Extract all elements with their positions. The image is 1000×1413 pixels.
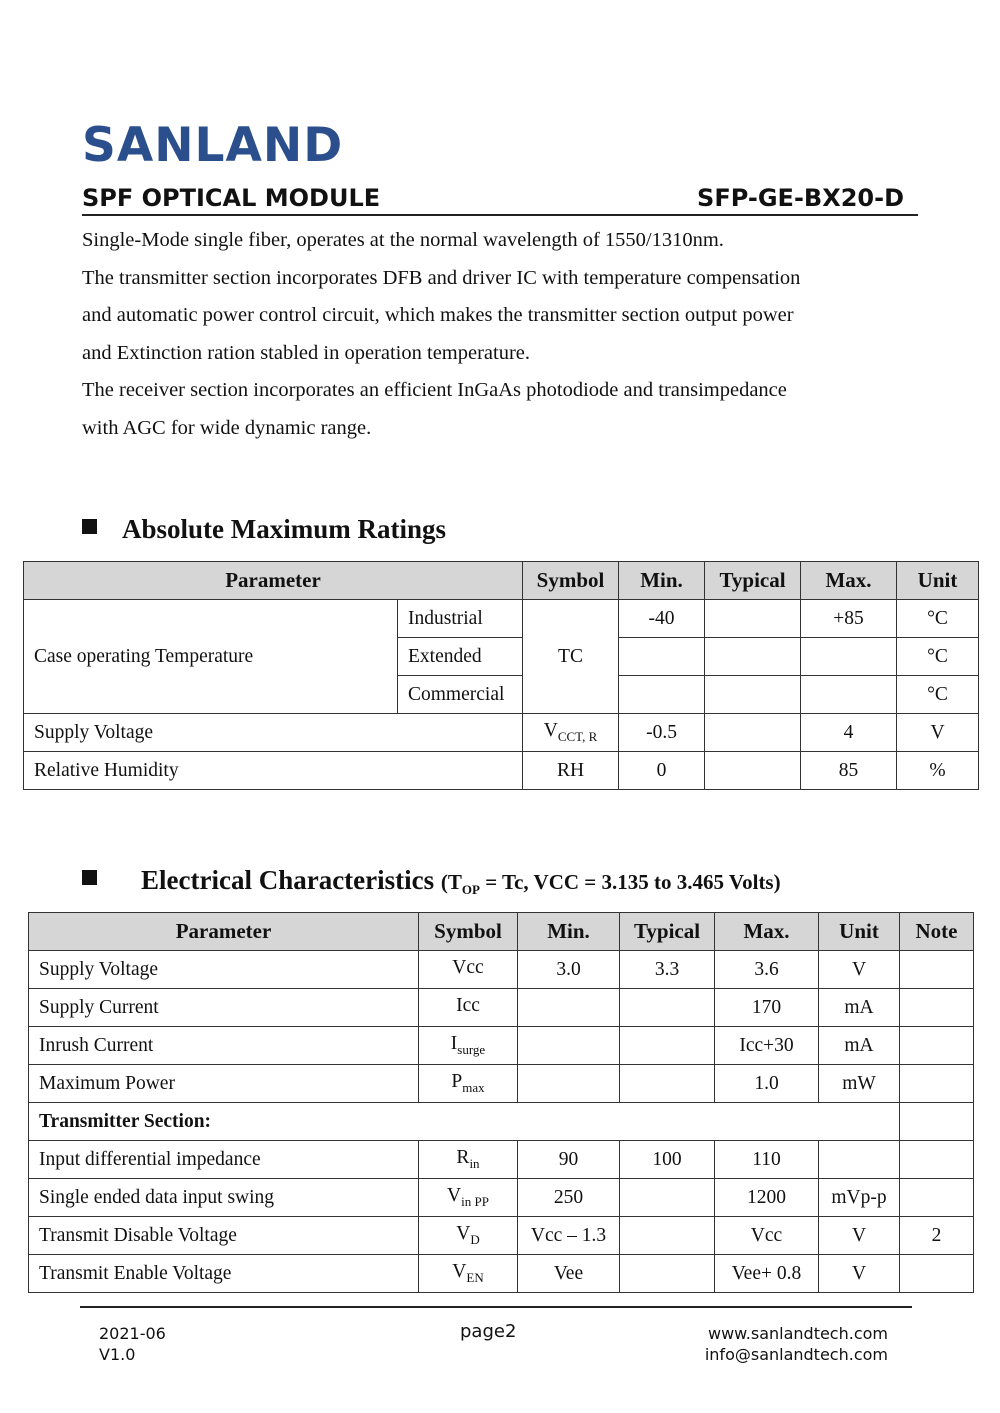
note-cell (900, 989, 974, 1027)
header-cell: Note (900, 913, 974, 951)
typical-cell (705, 752, 801, 790)
header-cell: Symbol (419, 913, 518, 951)
table-row (24, 600, 979, 638)
model-number: SFP-GE-BX20-D (697, 184, 904, 212)
section-title: Electrical Characteristics (141, 865, 435, 895)
intro-line: The receiver section incorporates an efficient InGaAs photodiode and transimpedance (82, 379, 787, 401)
min-cell: Vcc – 1.3 (518, 1217, 620, 1255)
max-cell: 1.0 (715, 1065, 819, 1103)
absolute-max-ratings-table (23, 561, 979, 790)
intro-description (82, 222, 922, 447)
footer-website: www.sanlandtech.com (707, 1324, 888, 1343)
table-header-row (24, 562, 979, 600)
max-cell: +85 (801, 600, 897, 638)
header-cell: Unit (897, 562, 979, 600)
table-row (29, 951, 974, 989)
unit-cell: mW (819, 1065, 900, 1103)
intro-line: with AGC for wide dynamic range. (82, 416, 372, 439)
typical-cell (705, 714, 801, 752)
note-cell (900, 1179, 974, 1217)
table-row (29, 1179, 974, 1217)
min-cell: 90 (518, 1141, 620, 1179)
section-heading-electrical (82, 865, 781, 898)
table-row (29, 1255, 974, 1293)
parameter-cell: Case operating Temperature (24, 600, 398, 714)
typical-cell (620, 1027, 715, 1065)
max-cell: 1200 (715, 1179, 819, 1217)
min-cell: 250 (518, 1179, 620, 1217)
header-cell: Parameter (24, 562, 523, 600)
unit-cell: % (897, 752, 979, 790)
header-cell: Parameter (29, 913, 419, 951)
min-cell: -0.5 (619, 714, 705, 752)
parameter-cell: Supply Current (29, 989, 419, 1027)
unit-cell: V (819, 951, 900, 989)
typical-cell: 100 (620, 1141, 715, 1179)
table-row (29, 1217, 974, 1255)
typical-cell (620, 1179, 715, 1217)
table-row (24, 752, 979, 790)
symbol-cell: Icc (419, 989, 518, 1027)
symbol-cell: Vcc (419, 951, 518, 989)
symbol-cell: RH (523, 752, 619, 790)
unit-cell: mVp-p (819, 1179, 900, 1217)
symbol-cell: $P_{max}$ (419, 1065, 518, 1103)
typical-cell (705, 638, 801, 676)
min-cell: 3.0 (518, 951, 620, 989)
max-cell: Vcc (715, 1217, 819, 1255)
max-cell: Vee+ 0.8 (715, 1255, 819, 1293)
note-cell (900, 1255, 974, 1293)
grade-cell: Commercial (398, 676, 523, 714)
unit-cell (819, 1141, 900, 1179)
unit-cell: °C (897, 676, 979, 714)
symbol-cell: $V_D$ (419, 1217, 518, 1255)
typical-cell (620, 1217, 715, 1255)
note-cell (900, 951, 974, 989)
max-cell (801, 638, 897, 676)
parameter-cell: Supply Voltage (29, 951, 419, 989)
max-cell (801, 676, 897, 714)
unit-cell: °C (897, 600, 979, 638)
table-row (29, 1141, 974, 1179)
min-cell (518, 989, 620, 1027)
section-title: Absolute Maximum Ratings (122, 514, 447, 544)
table-header-row (29, 913, 974, 951)
table-row (29, 1027, 974, 1065)
unit-cell: mA (819, 1027, 900, 1065)
intro-line: and Extinction ration stabled in operation temperature. (82, 341, 531, 364)
document-header (82, 184, 918, 216)
header-cell: Typical (705, 562, 801, 600)
square-bullet-icon (82, 519, 97, 534)
header-cell: Max. (801, 562, 897, 600)
parameter-cell: Input differential impedance (29, 1141, 419, 1179)
table-section-row (29, 1103, 974, 1141)
parameter-cell: Single ended data input swing (29, 1179, 419, 1217)
typical-cell: 3.3 (620, 951, 715, 989)
intro-line: The transmitter section incorporates DFB and driver IC with temperature compensation (82, 266, 801, 289)
max-cell: 3.6 (715, 951, 819, 989)
parameter-cell: Relative Humidity (24, 752, 523, 790)
symbol-cell: $V_{in PP}$ (419, 1179, 518, 1217)
footer-meta (99, 1323, 166, 1365)
header-cell: Max. (715, 913, 819, 951)
test-conditions: ($T_{OP} = Tc$, VCC = 3.135 to 3.465 Volts) (440, 870, 781, 898)
parameter-cell: Transmit Disable Voltage (29, 1217, 419, 1255)
min-cell: -40 (619, 600, 705, 638)
symbol-cell: TC (523, 600, 619, 714)
header-cell: Min. (518, 913, 620, 951)
min-cell (518, 1027, 620, 1065)
table-row (29, 1065, 974, 1103)
electrical-characteristics-table (28, 912, 974, 1293)
unit-cell: V (819, 1255, 900, 1293)
header-cell: Unit (819, 913, 900, 951)
sanland-logo: SANLAND (82, 118, 344, 173)
max-cell: Icc+30 (715, 1027, 819, 1065)
symbol-cell: $I_{surge}$ (419, 1027, 518, 1065)
min-cell: 0 (619, 752, 705, 790)
note-cell: 2 (900, 1217, 974, 1255)
parameter-cell: Inrush Current (29, 1027, 419, 1065)
min-cell (619, 638, 705, 676)
max-cell: 4 (801, 714, 897, 752)
min-cell: Vee (518, 1255, 620, 1293)
unit-cell: V (819, 1217, 900, 1255)
min-cell (518, 1065, 620, 1103)
document-title: SPF OPTICAL MODULE (82, 184, 381, 212)
table-row (24, 714, 979, 752)
grade-cell: Extended (398, 638, 523, 676)
section-heading-absolute-max (82, 514, 446, 545)
parameter-cell: Transmit Enable Voltage (29, 1255, 419, 1293)
header-cell: Symbol (523, 562, 619, 600)
transmitter-section-label: Transmitter Section: (29, 1103, 900, 1141)
header-cell: Min. (619, 562, 705, 600)
header-cell: Typical (620, 913, 715, 951)
footer-divider (80, 1306, 912, 1308)
typical-cell (620, 1065, 715, 1103)
footer-date: 2021-06 (99, 1324, 166, 1343)
square-bullet-icon (82, 870, 97, 885)
typical-cell (705, 600, 801, 638)
intro-line: and automatic power control circuit, which makes the transmitter section output power (82, 304, 794, 326)
unit-cell: mA (819, 989, 900, 1027)
note-cell (900, 1103, 974, 1141)
typical-cell (620, 989, 715, 1027)
footer-contact (705, 1323, 888, 1365)
symbol-cell: $V_{CCT, R}$ (523, 714, 619, 752)
note-cell (900, 1065, 974, 1103)
symbol-cell: $V_{EN}$ (419, 1255, 518, 1293)
intro-line: Single-Mode single fiber, operates at the normal wavelength of 1550/1310nm. (82, 229, 724, 251)
typical-cell (620, 1255, 715, 1293)
footer-page-number: page2 (460, 1321, 517, 1342)
note-cell (900, 1141, 974, 1179)
max-cell: 110 (715, 1141, 819, 1179)
unit-cell: V (897, 714, 979, 752)
footer-version: V1.0 (99, 1345, 136, 1364)
max-cell: 85 (801, 752, 897, 790)
note-cell (900, 1027, 974, 1065)
unit-cell: °C (897, 638, 979, 676)
footer-email: info@sanlandtech.com (704, 1345, 888, 1364)
parameter-cell: Supply Voltage (24, 714, 523, 752)
symbol-cell: $R_{in}$ (419, 1141, 518, 1179)
max-cell: 170 (715, 989, 819, 1027)
typical-cell (705, 676, 801, 714)
parameter-cell: Maximum Power (29, 1065, 419, 1103)
min-cell (619, 676, 705, 714)
grade-cell: Industrial (398, 600, 523, 638)
table-row (29, 989, 974, 1027)
